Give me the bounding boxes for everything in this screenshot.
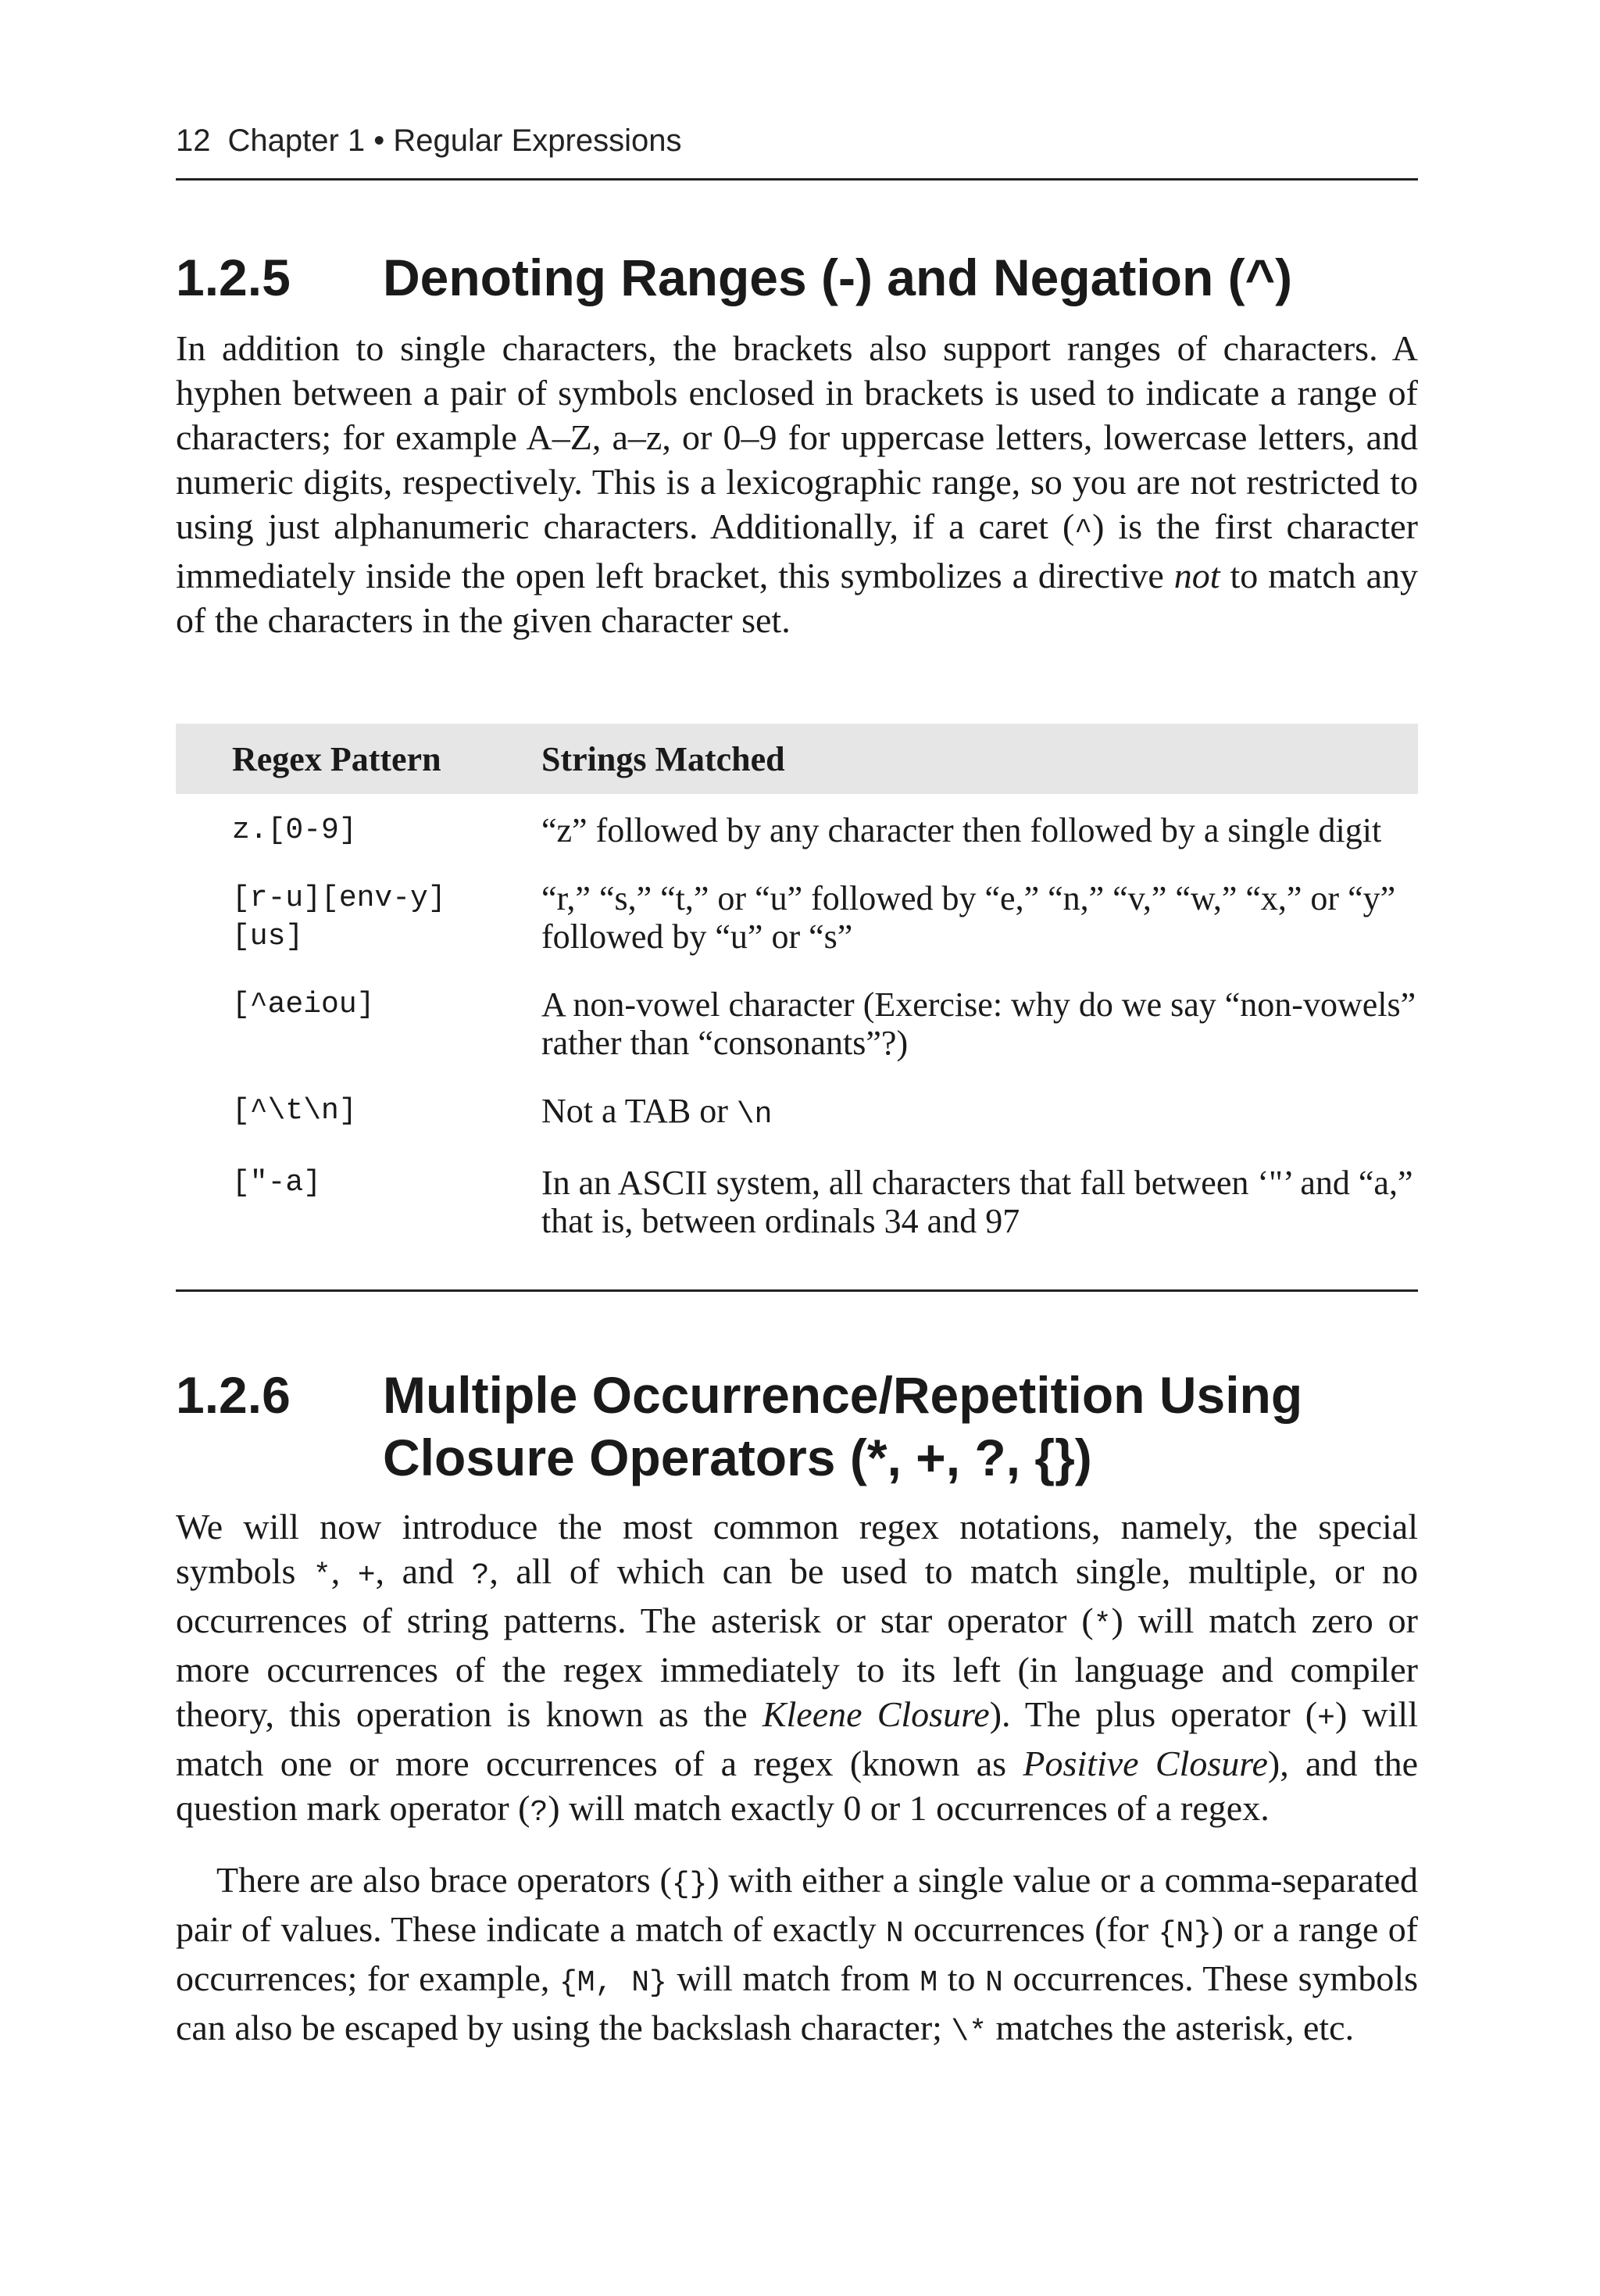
running-header — [176, 123, 1418, 159]
table-row: [^\t\n] Not a TAB or \n — [232, 1092, 773, 1132]
table-row: [^aeiou] A non-vowel character (Exercise: why do we say “non-vowels” rather than “consonants”?) — [232, 985, 1416, 1062]
section-title: Multiple Occurrence/Repetition Using Closure Operators (*, +, ?, {}) — [383, 1366, 1303, 1486]
section-1-2-6-paragraph-2: There are also brace operators ({}) with either a single value or a comma-separated pair of values. These indicate a match of exactly N occurrences (for {N}) or a range of occurrences; for example, {M, N} will match from M to N occurrences. These symbols can also be escaped by using the backslash character; \* matches the asterisk, etc. — [176, 1860, 1419, 2049]
section-number: 1.2.5 — [176, 249, 291, 306]
header-rule — [176, 178, 1418, 181]
page-number: 12 — [176, 123, 211, 158]
table-row: z.[0-9] “z” followed by any character then followed by a single digit — [232, 811, 1382, 849]
table-row: ["-a] In an ASCII system, all characters that fall between ‘"’ and “a,” that is, between ordinals 34 and 97 — [232, 1164, 1413, 1240]
section-heading-1-2-5 — [176, 246, 1418, 309]
header-strings-matched: Strings Matched — [541, 739, 785, 778]
section-title: Denoting Ranges (-) and Negation (^) — [383, 249, 1293, 306]
table-header-row — [176, 724, 1418, 794]
section-number: 1.2.6 — [176, 1366, 291, 1424]
section-1-2-5-paragraph: In addition to single characters, the brackets also support ranges of characters. A hyphen between a pair of symbols enclosed in brackets is used to indicate a range of characters; for example A–Z, a–z, or 0–9 for uppercase letters, lowercase letters, and numeric digits, respectively. This is a lexicographic range, so you are not restricted to using just alphanumeric characters. Additionally, if a caret (^) is the first character immediately inside the open left bracket, this symbolizes a directive not to match any of the characters in the given character set. — [176, 328, 1419, 640]
section-heading-1-2-6 — [176, 1364, 1418, 1489]
regex-table — [176, 724, 1418, 1240]
table-row: [r-u][env-y] [us] “r,” “s,” “t,” or “u” followed by “e,” “n,” “v,” “w,” “x,” or “y” followed by “u” or “s” — [232, 879, 1396, 956]
header-regex-pattern: Regex Pattern — [232, 739, 441, 778]
table-bottom-rule — [176, 1289, 1418, 1292]
section-1-2-6-paragraph-1: We will now introduce the most common regex notations, namely, the special symbols *, +, and ?, all of which can be used to match single, multiple, or no occurrences of string patterns. The asterisk or star operator (*) will match zero or more occurrences of the regex immediately to its left (in language and compiler theory, this operation is known as the Kleene Closure). The plus operator (+) will match one or more occurrences of a regex (known as Positive Closure), and the question mark operator (?) will match exactly 0 or 1 occurrences of a regex. — [176, 1507, 1418, 1829]
running-title: Chapter 1 • Regular Expressions — [227, 123, 682, 158]
